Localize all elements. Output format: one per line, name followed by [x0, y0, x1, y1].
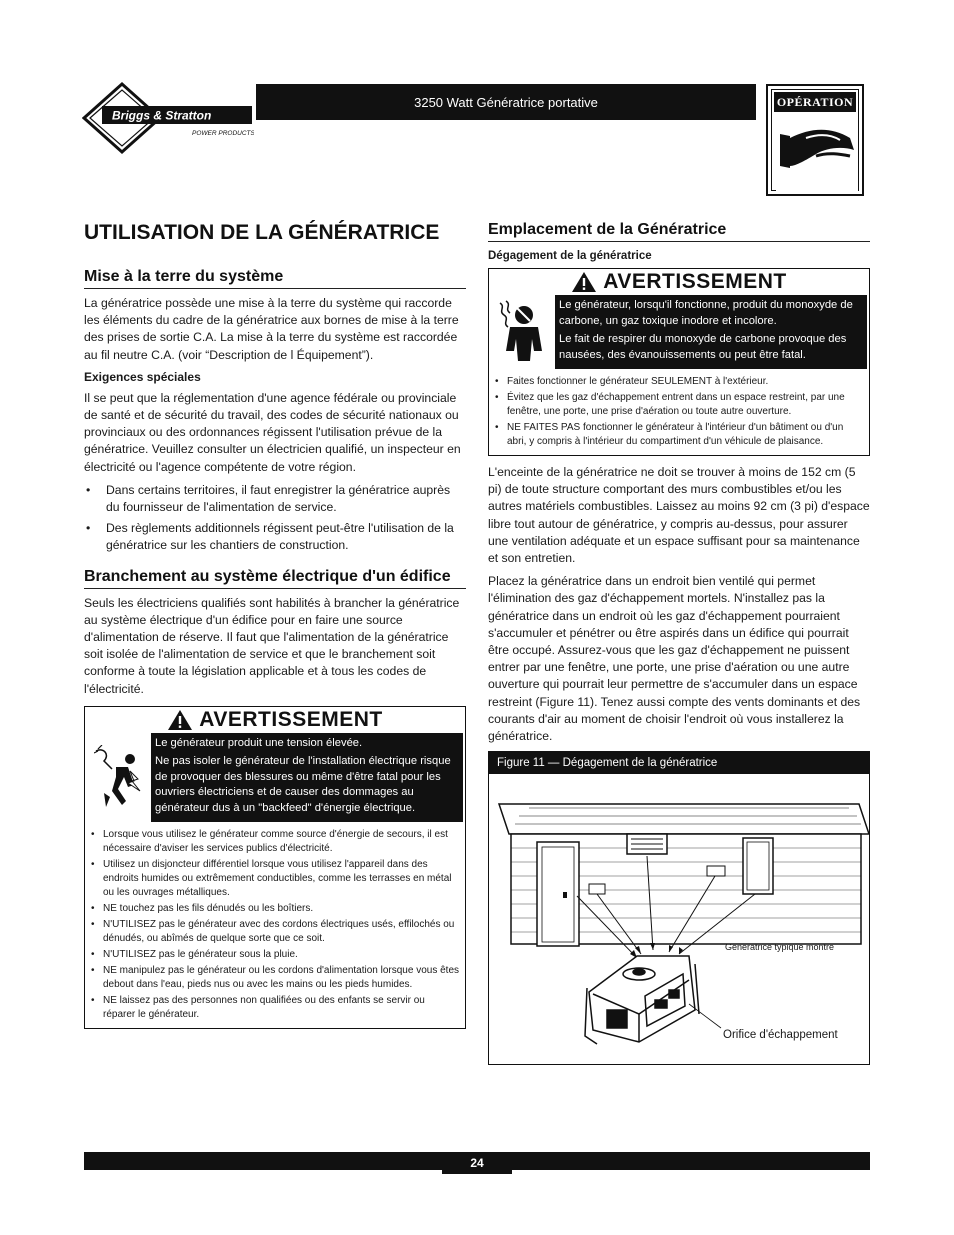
- hand-operation-icon: [776, 116, 854, 186]
- list-item: • Évitez que les gaz d'échappement entrent dans un espace restreint, par une fenêtre, une porte, une prise d'aération ou toute autre ouverture.: [493, 391, 863, 419]
- clearance-subheading: Dégagement de la génératrice: [488, 250, 652, 262]
- list-item: • N'UTILISEZ pas le générateur sous la pluie.: [89, 948, 459, 962]
- special-requirements-text: Il se peut que la réglementation d'une agence fédérale ou provinciale de santé et de sécurité du travail, des codes de sécurité nationaux ou provinciaux ou des ordonnances régissent l'utilisation prévue de la génératrice. Veuillez consulter un électricien qualifié, un inspecteur en électricité ou l'agence compétente de votre région.: [84, 390, 461, 474]
- list-item: • Lorsque vous utilisez le générateur comme source d'énergie de secours, il est nécessaire d'aviser les services publics d'électricité.: [89, 828, 459, 856]
- list-item: • NE FAITES PAS fonctionner le générateur à l'intérieur d'un bâtiment ou d'un abri, y compris à l'intérieur du compartiment d'un véhicule de plaisance.: [493, 421, 863, 449]
- warning-triangle-icon: [167, 709, 193, 731]
- figure-11: [488, 751, 870, 1065]
- warning-triangle-icon: [571, 271, 597, 293]
- list-item: • Des règlements additionnels régissent peut-être l'utilisation de la génératrice sur les chantiers de construction.: [84, 520, 466, 554]
- section-tab-label: OPÉRATION: [774, 92, 856, 112]
- toxic-fumes-icon: [491, 295, 555, 369]
- warning-label: AVERTISSEMENT: [199, 707, 383, 731]
- warning-header: [85, 707, 465, 733]
- warning-list: [85, 822, 465, 1028]
- warning-band: [87, 733, 463, 823]
- warning-list: [489, 369, 869, 455]
- warning-label: AVERTISSEMENT: [603, 270, 787, 293]
- generator-clearance-illustration: [489, 774, 869, 1064]
- warning-box-co: [488, 268, 870, 456]
- connection-text: Seuls les électriciens qualifiés sont habilités à brancher la génératrice au système électrique d'un édifice pour en faire une source d'alimentation de réserve. Il faut que l'alimentation de la génératrice soit isolée de l'alimentation de service et que le branchement soit conforme à toute la législation applicable et à tous les codes de l'électricité.: [84, 595, 460, 696]
- grounding-text: La génératrice possède une mise à la terre du système qui raccorde les éléments du cadre de la génératrice aux bornes de mise à la terre des prises de sortie C.A. La mise à la terre du système est raccordée au fil neutre C.A. (voir “Description de l Équipement”).: [84, 296, 459, 362]
- figure-label-typical: Génératrice typique montré: [725, 942, 835, 953]
- list-item: • Faites fonctionner le générateur SEULEMENT à l'extérieur.: [493, 375, 863, 389]
- warning-band: [491, 295, 867, 369]
- page-number: [442, 1152, 512, 1176]
- brand-logo: [82, 80, 254, 156]
- location-heading: Emplacement de la Génératrice: [488, 220, 870, 242]
- product-title: 3250 Watt Génératrice portative: [414, 94, 598, 110]
- figure-caption: Figure 11 — Dégagement de la génératrice: [489, 752, 869, 774]
- ventilation-text: Placez la génératrice dans un endroit bien ventilé qui permet l'élimination des gaz d'échappement mortels. N'installez pas la génératrice dans un endroit où les gaz d'échappement pourraient s'accumuler et pénétrer ou être aspirés dans un édifice qui pourrait être occupé. Assurez-vous que les gaz d'échappement ne puissent entrer par une fenêtre, une porte, une prise d'aération ou une autre ouverture qui pourrait leur permettre de s'accumuler dans un espace restreint (Figure 11). Tenez aussi compte des vents dominants et des courants d'air au moment de choisir l'endroit où vous installerez la génératrice.: [488, 574, 861, 744]
- brand-sub: POWER PRODUCTS: [192, 130, 254, 137]
- warning-band-line: Ne pas isoler le générateur de l'installation électrique risque de provoquer des blessures ou même d'être fatal pour les ouvriers électriciens et de causer des dommages au générateur dus à un "backfeed" d'énergie électrique.: [155, 755, 451, 814]
- list-item: • NE touchez pas les fils dénudés ou les boîtiers.: [89, 902, 459, 916]
- connection-heading: Branchement au système électrique d'un édifice: [84, 567, 466, 589]
- right-column: [488, 220, 870, 1065]
- page-title: UTILISATION DE LA GÉNÉRATRICE: [84, 221, 440, 244]
- list-item: • NE manipulez pas le générateur ou les cordons d'alimentation lorsque vous êtes debout dans l'eau, pieds nus ou avec les mains ou les pieds humides.: [89, 964, 459, 992]
- left-column: [84, 220, 466, 1029]
- clearance-text: L'enceinte de la génératrice ne doit se trouver à moins de 152 cm (5 pi) de toute structure comportant des murs combustibles et/ou les autres matériels combustibles. Laissez au moins 92 cm (3 pi) d'espace libre tout autour de génératrice, y compris au-dessus, pour assurer une ventilation adéquate et un espace suffisant pour sa maintenance et son entretien.: [488, 465, 870, 566]
- list-item: • Utilisez un disjoncteur différentiel lorsque vous utilisez l'appareil dans des endroits humides ou extrêmement conductibles, comme les terrasses en métal ou les ouvrages métalliques.: [89, 858, 459, 900]
- section-tab-operation: [766, 84, 864, 196]
- special-requirements-heading: Exigences spéciales: [84, 369, 201, 384]
- special-requirements-list: [84, 482, 466, 555]
- grounding-heading: Mise à la terre du système: [84, 267, 466, 289]
- brand-name: Briggs & Stratton: [112, 108, 212, 123]
- warning-box-electrical: [84, 706, 466, 1030]
- warning-header: [489, 269, 869, 295]
- list-item: • NE laissez pas des personnes non qualifiées ou des enfants se servir ou réparer le générateur.: [89, 994, 459, 1022]
- warning-band-line: Le générateur produit une tension élevée.: [155, 736, 363, 749]
- list-item: • Dans certains territoires, il faut enregistrer la génératrice auprès du fournisseur de l'alimentation de service.: [84, 482, 466, 516]
- header-product-bar: [256, 84, 756, 120]
- warning-band-line: Le fait de respirer du monoxyde de carbone provoque des nausées, des évanouissements ou peut être fatal.: [559, 333, 847, 361]
- list-item: • N'UTILISEZ pas le générateur avec des cordons électriques usés, effilochés ou dénudés, ou abîmés de quelque sorte que ce soit.: [89, 918, 459, 946]
- electric-shock-icon: [87, 733, 151, 823]
- figure-label-exhaust: Orifice d'échappement: [723, 1029, 838, 1042]
- warning-band-line: Le générateur, lorsqu'il fonctionne, produit du monoxyde de carbone, un gaz toxique inodore et incolore.: [559, 299, 853, 327]
- page-number-text: 24: [470, 1156, 484, 1170]
